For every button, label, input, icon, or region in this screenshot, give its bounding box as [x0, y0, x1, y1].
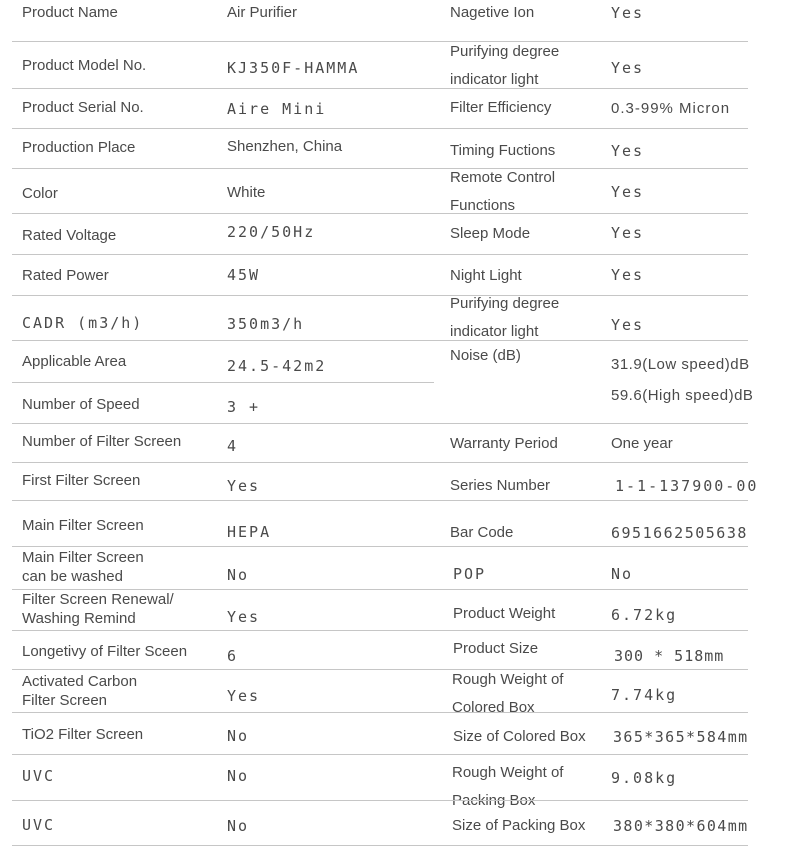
row-divider: [12, 546, 748, 547]
row-divider: [12, 669, 748, 670]
row-divider: [12, 423, 748, 424]
spec-label: Timing Fuctions: [450, 142, 556, 159]
spec-value: 1-1-137900-00: [615, 477, 759, 495]
spec-label: Sleep Mode: [450, 225, 531, 242]
spec-value: 6: [227, 647, 239, 665]
spec-value: 3 +: [227, 398, 261, 416]
spec-label: Longetivy of Filter Sceen: [22, 643, 188, 660]
spec-value: 9.08kg: [611, 769, 678, 787]
spec-label: UVC: [22, 767, 56, 785]
row-divider: [12, 800, 748, 801]
spec-label: Main Filter Screen: [22, 517, 144, 534]
spec-label: Activated Carbon Filter Screen: [22, 673, 138, 709]
spec-value: No: [227, 817, 250, 835]
spec-label: Color: [22, 185, 58, 202]
spec-value: 365*365*584mm: [613, 728, 749, 746]
spec-value: Yes: [611, 266, 645, 284]
spec-label: Product Name: [22, 4, 118, 21]
spec-value: KJ350F-HAMMA: [227, 59, 360, 77]
spec-label: Filter Efficiency: [450, 99, 552, 116]
spec-value: Yes: [611, 142, 645, 160]
spec-label: TiO2 Filter Screen: [22, 726, 144, 743]
spec-value: 31.9(Low speed)dB: [611, 356, 750, 373]
spec-label: Bar Code: [450, 524, 514, 541]
spec-value: Shenzhen, China: [227, 138, 343, 155]
spec-label: Main Filter Screen can be washed: [22, 549, 144, 585]
spec-value: Aire Mini: [227, 100, 327, 118]
spec-value: One year: [611, 435, 673, 452]
spec-value: 45W: [227, 266, 261, 284]
spec-label: Rough Weight of Colored Box: [452, 671, 564, 716]
spec-label: Production Place: [22, 139, 136, 156]
row-divider: [12, 754, 748, 755]
spec-value: HEPA: [227, 523, 272, 541]
spec-label: Number of Speed: [22, 396, 140, 413]
row-divider: [12, 712, 748, 713]
row-divider: [12, 295, 748, 296]
spec-value: No: [227, 727, 250, 745]
spec-label: Purifying degree indicator light: [450, 43, 560, 88]
row-divider: [12, 88, 748, 89]
spec-value: No: [227, 767, 250, 785]
row-divider: [12, 168, 748, 169]
spec-value: No: [611, 565, 634, 583]
spec-label: First Filter Screen: [22, 472, 141, 489]
spec-label: Filter Screen Renewal/ Washing Remind: [22, 591, 174, 627]
spec-value: Yes: [611, 316, 645, 334]
spec-label: Rated Voltage: [22, 227, 117, 244]
spec-value: 300 * 518mm: [614, 647, 725, 665]
spec-label: Rough Weight of Packing Box: [452, 764, 564, 809]
row-divider: [12, 845, 748, 846]
row-divider: [12, 213, 748, 214]
spec-value: Yes: [611, 4, 645, 22]
spec-value: Yes: [227, 477, 261, 495]
spec-value: Air Purifier: [227, 4, 298, 21]
spec-value: 7.74kg: [611, 686, 678, 704]
spec-label: UVC: [22, 816, 56, 834]
spec-label: Product Weight: [453, 605, 556, 622]
spec-value: White: [227, 184, 266, 201]
spec-value: Yes: [611, 59, 645, 77]
spec-label: Rated Power: [22, 267, 109, 284]
spec-label: Size of Packing Box: [452, 817, 586, 834]
spec-value: Yes: [611, 183, 645, 201]
spec-value: 0.3-99% Micron: [611, 100, 731, 117]
spec-value: 59.6(High speed)dB: [611, 387, 754, 404]
spec-label: Night Light: [450, 267, 522, 284]
spec-value: 350m3/h: [227, 315, 305, 333]
spec-value: 6951662505638: [611, 524, 748, 542]
spec-value: Yes: [227, 687, 261, 705]
spec-label: Remote Control Functions: [450, 169, 556, 214]
row-divider: [12, 254, 748, 255]
row-divider: [12, 41, 748, 42]
spec-label: Applicable Area: [22, 353, 127, 370]
spec-label: Product Model No.: [22, 57, 147, 74]
spec-label: POP: [453, 565, 487, 583]
spec-label: Purifying degree indicator light: [450, 295, 560, 340]
spec-value: No: [227, 566, 250, 584]
spec-value: 24.5-42m2: [227, 357, 327, 375]
row-divider: [12, 630, 748, 631]
row-divider: [12, 500, 748, 501]
spec-label: Series Number: [450, 477, 551, 494]
spec-label: CADR (m3/h): [22, 314, 144, 332]
row-divider: [12, 462, 748, 463]
spec-label: Warranty Period: [450, 435, 558, 452]
spec-value: 6.72kg: [611, 606, 678, 624]
spec-label: Product Size: [453, 640, 539, 657]
spec-label: Nagetive Ion: [450, 4, 535, 21]
spec-label: Number of Filter Screen: [22, 433, 182, 450]
spec-value: 380*380*604mm: [613, 817, 749, 835]
row-divider: [12, 340, 748, 341]
row-divider: [12, 128, 748, 129]
spec-label: Noise (dB): [450, 347, 521, 364]
spec-value: 4: [227, 437, 239, 455]
spec-value: Yes: [611, 224, 645, 242]
spec-label: Product Serial No.: [22, 99, 144, 116]
spec-value: 220/50Hz: [227, 223, 316, 241]
row-divider: [12, 382, 434, 383]
spec-label: Size of Colored Box: [453, 728, 586, 745]
spec-value: Yes: [227, 608, 261, 626]
